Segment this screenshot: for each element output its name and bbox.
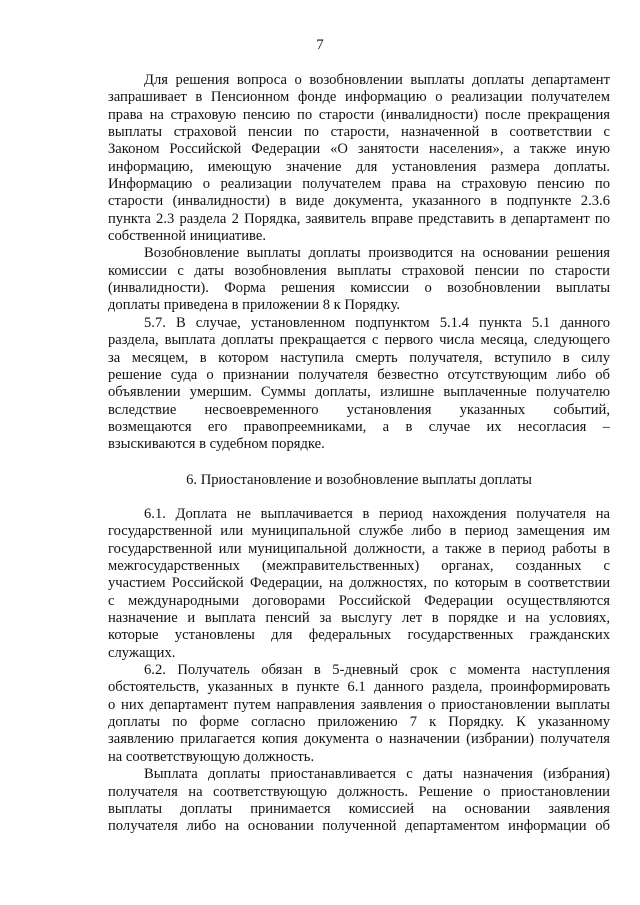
text-line: раздела, выплата доплаты прекращается с первого числа месяца, следующего [108, 332, 610, 349]
text-line: 5.7. В случае, установленном подпунктом 5.1.4 пункта 5.1 данного [144, 314, 610, 331]
text-line: с международными договорами Российской Федерации осуществляются [108, 592, 610, 609]
text-line: информацию, имеющую значение для установления размера доплаты. [108, 158, 610, 175]
text-line: права на страховую пенсию по старости (инвалидности) после прекращения [108, 106, 610, 123]
text-line: (инвалидности). Форма решения комиссии о возобновлении выплаты [108, 280, 610, 297]
text-line: о них департамент путем направления заявления о приостановлении выплаты [108, 696, 610, 713]
section-heading: 6. Приостановление и возобновление выплаты доплаты [186, 472, 532, 488]
text-line: выплаты страховой пенсии по старости, назначенной в соответствии с [108, 124, 610, 141]
text-line: Информацию о реализации получателем права на страховую пенсию по [108, 176, 610, 193]
text-line: заявлению прилагается копия документа о назначении (избрании) получателя [108, 731, 610, 748]
page-number: 7 [316, 37, 324, 53]
text-line: 6.1. Доплата не выплачивается в период нахождения получателя на [144, 506, 610, 522]
text-line: доплаты по форме согласно приложению 7 к Порядку. К указанному [108, 714, 610, 731]
text-line: решение суда о признании получателя безвестно отсутствующим либо об [108, 366, 610, 383]
text-line: государственной или муниципальной службе либо в период замещения им [108, 523, 610, 540]
text-line: участием Российской Федерации, на должностях, по которым в соответствии [108, 575, 610, 592]
text-line: вследствие несвоевременного установления указанных событий, [108, 401, 610, 418]
text-line: возмещаются его правопреемниками, а в случае их несогласия – [108, 418, 610, 435]
text-line: государственной или муниципальной должности, а также в период работы в [108, 540, 610, 557]
text-line: межгосударственных (межправительственных) органах, созданных с [108, 558, 610, 575]
text-line: пункта 2.3 раздела 2 Порядка, заявитель вправе представить в департамент по [108, 210, 610, 227]
text-line: собственной инициативе. [108, 228, 266, 245]
text-line: получателя на соответствующую должность. Решение о приостановлении [108, 783, 610, 800]
text-line: взыскиваются в судебном порядке. [108, 436, 325, 453]
text-line: Законом Российской Федерации «О занятости населения», а также иную [108, 141, 610, 158]
text-line: получателя либо на основании полученной департаментом информации об [108, 818, 610, 835]
text-line: комиссии с даты возобновления выплаты страховой пенсии по старости [108, 262, 610, 279]
text-line: за месяцем, в котором наступила смерть получателя, вступило в силу [108, 349, 610, 366]
text-line: запрашивает в Пенсионном фонде информацию о реализации получателем [108, 89, 610, 106]
text-line: Для решения вопроса о возобновлении выплаты доплаты департамент [144, 72, 610, 88]
text-line: старости (инвалидности) в виде документа, указанного в подпункте 2.3.6 [108, 193, 610, 210]
text-line: которые установлены для федеральных государственных гражданских [108, 627, 610, 644]
text-line: Возобновление выплаты доплаты производится на основании решения [144, 245, 610, 262]
text-line: доплаты приведена в приложении 8 к Порядку. [108, 297, 401, 314]
text-line: служащих. [108, 644, 176, 661]
text-block-section-5 [108, 72, 610, 454]
text-line: 6.2. Получатель обязан в 5-дневный срок с момента наступления [144, 662, 610, 679]
text-block-section-6 [108, 506, 610, 836]
text-line: Выплата доплаты приостанавливается с даты назначения (избрания) [144, 766, 610, 783]
text-line: обстоятельств, указанных в пункте 6.1 данного раздела, проинформировать [108, 679, 610, 696]
text-line: назначение и выплата пенсий за выслугу лет в порядке и на условиях, [108, 610, 610, 627]
text-line: выплаты доплаты принимается комиссией на основании заявления [108, 800, 610, 817]
text-line: объявлении умершим. Суммы доплаты, излишне выплаченные получателю [108, 384, 610, 401]
text-line: на соответствующую должность. [108, 748, 315, 765]
